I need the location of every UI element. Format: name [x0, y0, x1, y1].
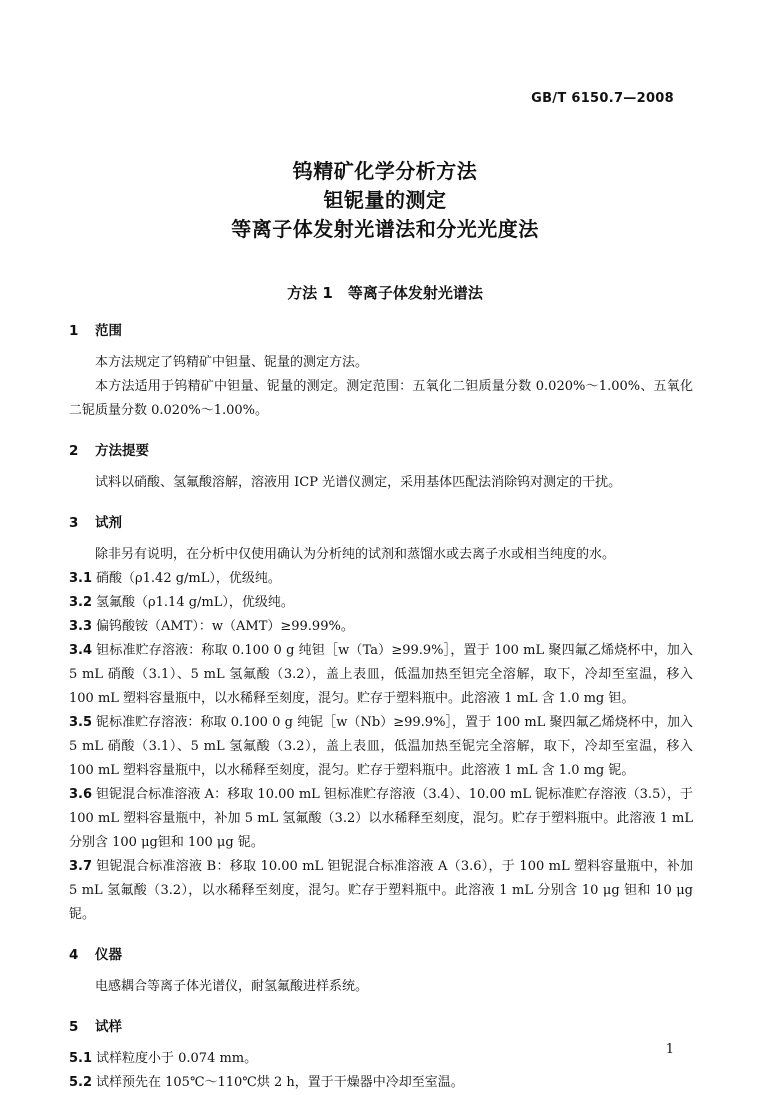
clause-text: 试样粒度小于 0.074 mm。 — [96, 1051, 258, 1066]
paragraph: 本方法规定了钨精矿中钽量、铌量的测定方法。 — [95, 355, 369, 370]
clause-number: 3.1 — [69, 571, 93, 586]
section-heading — [69, 441, 693, 461]
section-title: 范围 — [95, 323, 122, 339]
clause-item — [69, 711, 693, 783]
section-title: 试样 — [95, 1019, 122, 1035]
clause-text: 钽标准贮存溶液：称取 0.100 0 g 纯钽［w（Ta）≥99.9%］，置于 100 mL 聚四氟乙烯烧杯中，加入 5 mL 硝酸（3.1）、5 mL 氢氟酸（3.2），盖上表皿，低温加热至钽完全溶解，取下，冷却至室温，移入 100 mL 塑料容量瓶中，以水稀释至刻度，混匀。贮存于塑料瓶中。此溶液 1 mL 含 1.0 mg 钽。 — [69, 643, 693, 706]
title-line: 钽铌量的测定 — [323, 188, 447, 212]
clause-number: 3.6 — [69, 787, 93, 802]
section-number: 5 — [69, 1019, 79, 1035]
paragraph: 试料以硝酸、氢氟酸溶解，溶液用 ICP 光谱仪测定，采用基体匹配法消除钨对测定的干扰。 — [95, 475, 622, 490]
clause-number: 5.2 — [69, 1075, 93, 1090]
clause-text: 铌标准贮存溶液：称取 0.100 0 g 纯铌［w（Nb）≥99.9%］，置于 100 mL 聚四氟乙烯烧杯中，加入 5 mL 硝酸（3.1）、5 mL 氢氟酸（3.2），盖上表皿，低温加热至铌完全溶解，取下，冷却至室温，移入 100 mL 塑料容量瓶中，以水稀释至刻度，混匀。贮存于塑料瓶中。此溶液 1 mL 含 1.0 mg 铌。 — [69, 715, 693, 778]
section-heading — [69, 1017, 693, 1037]
section-number: 1 — [69, 323, 79, 339]
clause-number: 3.7 — [69, 859, 93, 874]
clause-text: 试样预先在 105℃～110℃烘 2 h，置于干燥器中冷却至室温。 — [96, 1075, 464, 1090]
clause-text: 钽铌混合标准溶液 B：移取 10.00 mL 钽铌混合标准溶液 A（3.6），于 100 mL 塑料容量瓶中，补加 5 mL 氢氟酸（3.2），以水稀释至刻度，混匀。贮存于塑料瓶中。此溶液 1 mL 分别含 10 μg 钽和 10 μg 铌。 — [69, 859, 693, 922]
method-title: 方法 1 等离子体发射光谱法 — [287, 284, 483, 302]
section-number: 4 — [69, 947, 79, 963]
clause-item — [69, 855, 693, 927]
clause-item — [69, 567, 693, 591]
title-line: 等离子体发射光谱法和分光光度法 — [231, 217, 539, 241]
title-line: 钨精矿化学分析方法 — [292, 159, 478, 183]
clause-text: 硝酸（ρ1.42 g/mL），优级纯。 — [96, 571, 281, 586]
clause-text: 偏钨酸铵（AMT）：w（AMT）≥99.99%。 — [96, 619, 354, 634]
clause-item — [69, 783, 693, 855]
document-body — [69, 321, 693, 1095]
page-number: 1 — [665, 1042, 674, 1057]
clause-item — [69, 1071, 693, 1095]
clause-number: 5.1 — [69, 1051, 93, 1066]
paragraph: 电感耦合等离子体光谱仪，耐氢氟酸进样系统。 — [95, 979, 369, 994]
clause-text: 钽铌混合标准溶液 A：移取 10.00 mL 钽标准贮存溶液（3.4）、10.00 mL 铌标准贮存溶液（3.5），于 100 mL 塑料容量瓶中，补加 5 mL 氢氟酸（3.2）以水稀释至刻度，混匀。贮存于塑料瓶中。此溶液 1 mL 分别含 100 μg钽和 100 μg 铌。 — [69, 787, 693, 850]
clause-number: 3.2 — [69, 595, 93, 610]
clause-number: 3.3 — [69, 619, 93, 634]
section-number: 3 — [69, 515, 79, 531]
section-heading — [69, 321, 693, 341]
clause-number: 3.5 — [69, 715, 93, 730]
section-title: 试剂 — [95, 515, 122, 531]
clause-item — [69, 615, 693, 639]
section-title: 仪器 — [95, 947, 122, 963]
section-heading — [69, 513, 693, 533]
document-title — [0, 157, 770, 244]
clause-item — [69, 639, 693, 711]
standard-code: GB/T 6150.7—2008 — [531, 91, 674, 106]
section-heading — [69, 945, 693, 965]
paragraph: 除非另有说明，在分析中仅使用确认为分析纯的试剂和蒸馏水或去离子水或相当纯度的水。 — [95, 547, 616, 562]
clause-text: 氢氟酸（ρ1.14 g/mL），优级纯。 — [96, 595, 294, 610]
section-number: 2 — [69, 443, 79, 459]
paragraph: 本方法适用于钨精矿中钽量、铌量的测定。测定范围：五氧化二钽质量分数 0.020%～1.00%、五氧化二铌质量分数 0.020%～1.00%。 — [69, 379, 693, 418]
clause-item — [69, 591, 693, 615]
clause-number: 3.4 — [69, 643, 93, 658]
clause-item — [69, 1047, 693, 1071]
section-title: 方法提要 — [95, 443, 149, 459]
